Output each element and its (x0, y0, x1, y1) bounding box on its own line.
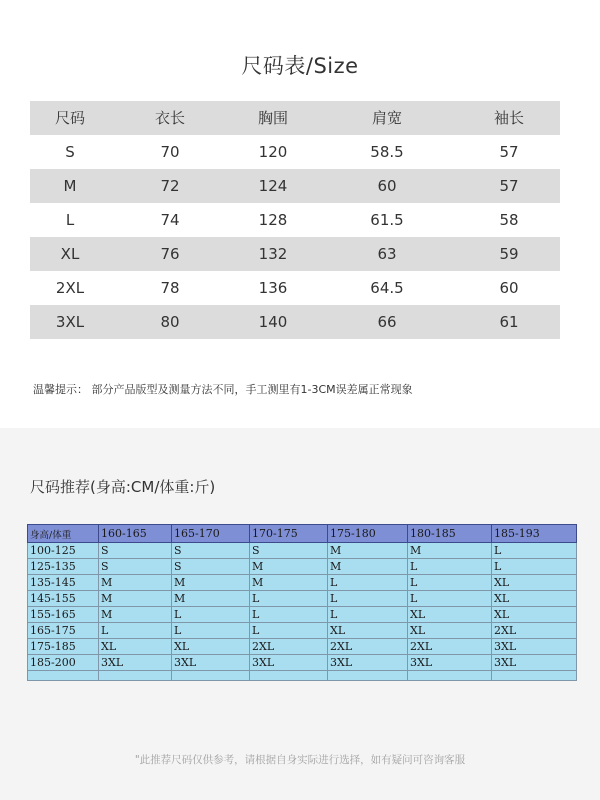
cell: 63 (377, 244, 397, 263)
size-cell: L (172, 623, 250, 639)
size-cell: L (492, 559, 577, 575)
cell: M (63, 176, 77, 195)
table-row (28, 559, 577, 575)
table-row (28, 639, 577, 655)
size-chart-row (30, 237, 560, 271)
size-cell: M (328, 559, 408, 575)
size-cell: L (172, 607, 250, 623)
cell: 59 (499, 244, 519, 263)
size-cell: XL (99, 639, 172, 655)
size-cell: L (328, 591, 408, 607)
cell: 61.5 (370, 210, 404, 229)
cell: 57 (499, 176, 519, 195)
size-cell: S (99, 543, 172, 559)
weight-cell: 145-155 (28, 591, 99, 607)
weight-cell: 185-200 (28, 655, 99, 671)
table-row (28, 623, 577, 639)
empty-cell (172, 671, 250, 681)
size-cell: L (250, 591, 328, 607)
cell: 60 (377, 176, 397, 195)
cell: 64.5 (370, 278, 404, 297)
size-cell: M (99, 607, 172, 623)
height-header: 185-193 (492, 525, 577, 543)
size-cell: L (408, 559, 492, 575)
size-cell: XL (492, 591, 577, 607)
cell: S (65, 142, 75, 161)
cell: 74 (160, 210, 180, 229)
weight-cell: 175-185 (28, 639, 99, 655)
size-cell: 3XL (408, 655, 492, 671)
cell: 61 (499, 312, 519, 331)
size-cell: S (172, 543, 250, 559)
height-header: 180-185 (408, 525, 492, 543)
size-cell: XL (172, 639, 250, 655)
cell: 58 (499, 210, 519, 229)
size-cell: M (328, 543, 408, 559)
empty-cell (99, 671, 172, 681)
cell: 120 (258, 142, 288, 161)
size-cell: XL (328, 623, 408, 639)
size-cell: L (99, 623, 172, 639)
cell: 2XL (55, 278, 85, 297)
height-header: 160-165 (99, 525, 172, 543)
size-cell: L (328, 575, 408, 591)
cell: 3XL (55, 312, 85, 331)
recommendation-note: "此推荐尺码仅供参考，请根据自身实际进行选择，如有疑问可咨询客服 (134, 754, 466, 766)
size-chart-title: 尺码表/Size (241, 54, 359, 78)
cell: XL (60, 244, 80, 263)
cell: 80 (160, 312, 180, 331)
size-cell: 2XL (328, 639, 408, 655)
empty-row (28, 671, 577, 681)
cell: 128 (258, 210, 288, 229)
cell: 66 (377, 312, 397, 331)
size-cell: L (250, 607, 328, 623)
measurement-tip: 温馨提示： 部分产品版型及测量方法不同，手工测里有1-3CM误差属正常现象 (33, 383, 413, 396)
empty-cell (492, 671, 577, 681)
size-cell: 3XL (172, 655, 250, 671)
size-cell: S (172, 559, 250, 575)
size-cell: S (99, 559, 172, 575)
size-cell: M (250, 575, 328, 591)
header-cell: 胸围 (257, 109, 288, 128)
weight-cell: 100-125 (28, 543, 99, 559)
cell: 72 (160, 176, 180, 195)
size-cell: L (250, 623, 328, 639)
size-cell: XL (408, 607, 492, 623)
cell: 60 (499, 278, 519, 297)
size-chart-row (30, 305, 560, 339)
table-row (28, 591, 577, 607)
size-cell: M (99, 591, 172, 607)
size-cell: 2XL (408, 639, 492, 655)
size-cell: M (172, 591, 250, 607)
size-cell: 3XL (99, 655, 172, 671)
height-header: 165-170 (172, 525, 250, 543)
size-cell: 2XL (250, 639, 328, 655)
size-chart-table (30, 101, 560, 339)
cell: 136 (258, 278, 288, 297)
size-chart-row (30, 271, 560, 305)
weight-cell: 125-135 (28, 559, 99, 575)
size-chart-header-row (30, 101, 560, 135)
cell: L (65, 210, 75, 229)
size-cell: M (250, 559, 328, 575)
size-chart-row (30, 169, 560, 203)
header-cell: 袖长 (493, 109, 524, 128)
size-cell: M (172, 575, 250, 591)
table-row (28, 607, 577, 623)
corner-header: 身高/体重 (28, 525, 99, 543)
height-header: 170-175 (250, 525, 328, 543)
size-cell: M (408, 543, 492, 559)
size-cell: L (328, 607, 408, 623)
size-cell: 3XL (250, 655, 328, 671)
size-cell: S (250, 543, 328, 559)
table-row (28, 543, 577, 559)
weight-cell: 135-145 (28, 575, 99, 591)
cell: 58.5 (370, 142, 404, 161)
recommendation-title: 尺码推荐(身高:CM/体重:斤) (30, 478, 216, 496)
size-cell: XL (492, 575, 577, 591)
size-cell: 3XL (492, 655, 577, 671)
empty-cell (250, 671, 328, 681)
size-cell: L (408, 575, 492, 591)
cell: 76 (160, 244, 180, 263)
size-cell: 2XL (492, 623, 577, 639)
header-cell: 肩宽 (371, 109, 402, 128)
weight-cell: 165-175 (28, 623, 99, 639)
table-row (28, 575, 577, 591)
size-cell: L (492, 543, 577, 559)
cell: 78 (160, 278, 180, 297)
cell: 132 (258, 244, 288, 263)
height-header: 175-180 (328, 525, 408, 543)
size-cell: M (99, 575, 172, 591)
recommendation-header-row (28, 525, 577, 543)
header-cell: 尺码 (54, 109, 85, 128)
cell: 124 (258, 176, 288, 195)
cell: 57 (499, 142, 519, 161)
cell: 70 (160, 142, 180, 161)
size-cell: XL (492, 607, 577, 623)
empty-cell (328, 671, 408, 681)
empty-cell (28, 671, 99, 681)
cell: 140 (258, 312, 288, 331)
recommendation-table (27, 524, 577, 681)
size-chart-row (30, 135, 560, 169)
table-row (28, 655, 577, 671)
header-cell: 衣长 (154, 109, 185, 128)
weight-cell: 155-165 (28, 607, 99, 623)
size-chart-row (30, 203, 560, 237)
size-cell: L (408, 591, 492, 607)
size-cell: 3XL (492, 639, 577, 655)
size-cell: 3XL (328, 655, 408, 671)
size-cell: XL (408, 623, 492, 639)
empty-cell (408, 671, 492, 681)
